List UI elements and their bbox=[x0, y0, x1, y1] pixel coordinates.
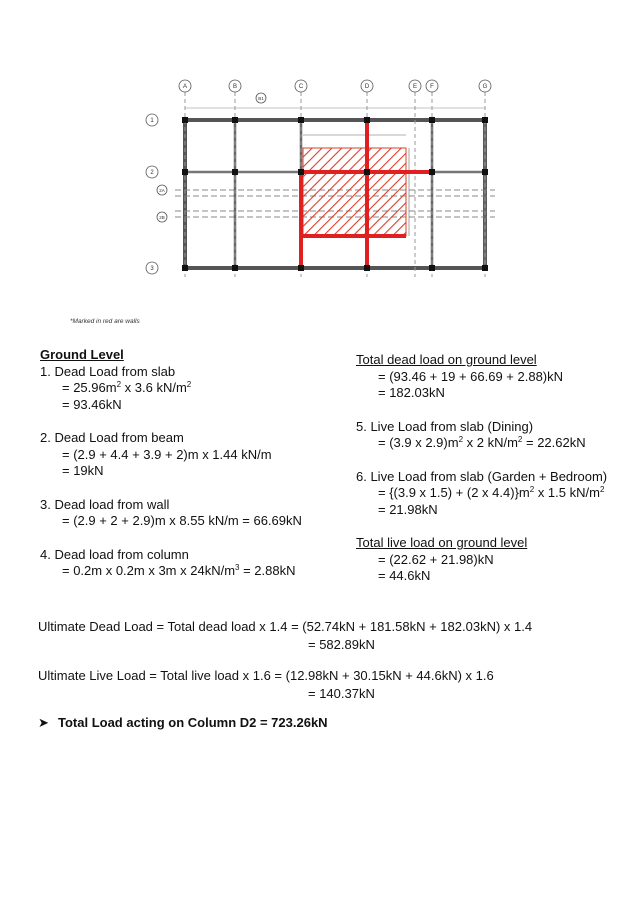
ultimate-dead-result: = 582.89kN bbox=[308, 637, 375, 652]
figure-note: *Marked in red are walls bbox=[70, 318, 140, 325]
item-5-title: 5. Live Load from slab (Dining) bbox=[356, 418, 534, 434]
total-live-line-2: = 44.6kN bbox=[378, 568, 431, 583]
ultimate-live-line: Ultimate Live Load = Total live load x 1.6 = (12.98kN + 30.15kN + 44.6kN) x 1.6 bbox=[38, 668, 494, 683]
item-1-line-2: = 93.46kN bbox=[62, 396, 122, 412]
total-dead-line-2: = 182.03kN bbox=[378, 385, 445, 400]
grid-label-c: C bbox=[298, 84, 304, 90]
ultimate-dead-block bbox=[38, 618, 532, 654]
grid-label-2a: 2A bbox=[159, 188, 165, 193]
floor-plan-figure bbox=[130, 72, 522, 290]
grid-label-2b: 2B bbox=[159, 215, 165, 220]
item-1-title: 1. Dead Load from slab bbox=[40, 363, 176, 379]
total-live-heading: Total live load on ground level bbox=[356, 535, 528, 550]
item-4-line-1: = 0.2m x 0.2m x 3m x $24kN/m^3 = 2.88kN$ bbox=[62, 563, 296, 578]
item-3-line-1: = (2.9 + 2 + 2.9)m x 8.55 kN/m = 66.69kN bbox=[62, 513, 302, 528]
total-dead-line-1: = (93.46 + 19 + 66.69 + 2.88)kN bbox=[378, 368, 564, 384]
conclusion-text: Total Load acting on Column D2 = 723.26kN bbox=[58, 715, 328, 730]
ground-level-heading: Ground Level bbox=[40, 347, 124, 362]
item-6-title: 6. Live Load from slab (Garden + Bedroom) bbox=[356, 468, 608, 484]
grid-label-f: F bbox=[430, 84, 434, 90]
grid-label-b1: B1 bbox=[258, 96, 264, 101]
grid-label-2: 2 bbox=[150, 170, 154, 176]
arrow-bullet-icon: ➤ bbox=[38, 715, 49, 730]
item-6-line-2: = 21.98kN bbox=[378, 501, 438, 517]
grid-label-1: 1 bbox=[150, 118, 154, 124]
grid-label-b: B bbox=[232, 84, 238, 90]
ground-level-section bbox=[40, 347, 302, 580]
total-live-line-1: = (22.62 + 21.98)kN bbox=[378, 551, 494, 567]
grid-label-a: A bbox=[182, 84, 188, 90]
item-3-title: 3. Dead load from wall bbox=[40, 496, 170, 512]
conclusion bbox=[38, 715, 328, 731]
item-1-line-1: = $25.96m^2$ x 3.6 $kN/m^2$ bbox=[62, 380, 192, 395]
grid-label-3: 3 bbox=[150, 266, 154, 272]
ultimate-live-block bbox=[38, 667, 494, 703]
ultimate-live-result: = 140.37kN bbox=[308, 686, 375, 701]
item-5-line: = (3.9 x $2.9)m^2$ x 2 $kN/m^2 = 22.62kN$ bbox=[378, 435, 586, 450]
item-2-title: 2. Dead Load from beam bbox=[40, 430, 184, 445]
totals-section bbox=[356, 352, 607, 585]
item-2-line-1: = (2.9 + 4.4 + 3.9 + 2)m x 1.44 kN/m bbox=[62, 446, 272, 462]
item-4-title: 4. Dead load from column bbox=[40, 546, 189, 562]
item-6-line-1: = {(3.9 x 1.5) + (2 x $4.4)\}m^2$ x 1.5 $kN/m^2$ bbox=[378, 485, 605, 500]
grid-label-g: G bbox=[482, 84, 488, 90]
ultimate-dead-line: Ultimate Dead Load = Total dead load x 1.4 = (52.74kN + 181.58kN + 182.03kN) x 1.4 bbox=[38, 619, 533, 634]
item-2-line-2: = 19kN bbox=[62, 463, 104, 478]
total-dead-heading: Total dead load on ground level bbox=[356, 352, 537, 367]
grid-label-d: D bbox=[364, 84, 370, 90]
grid-label-e: E bbox=[412, 84, 418, 90]
